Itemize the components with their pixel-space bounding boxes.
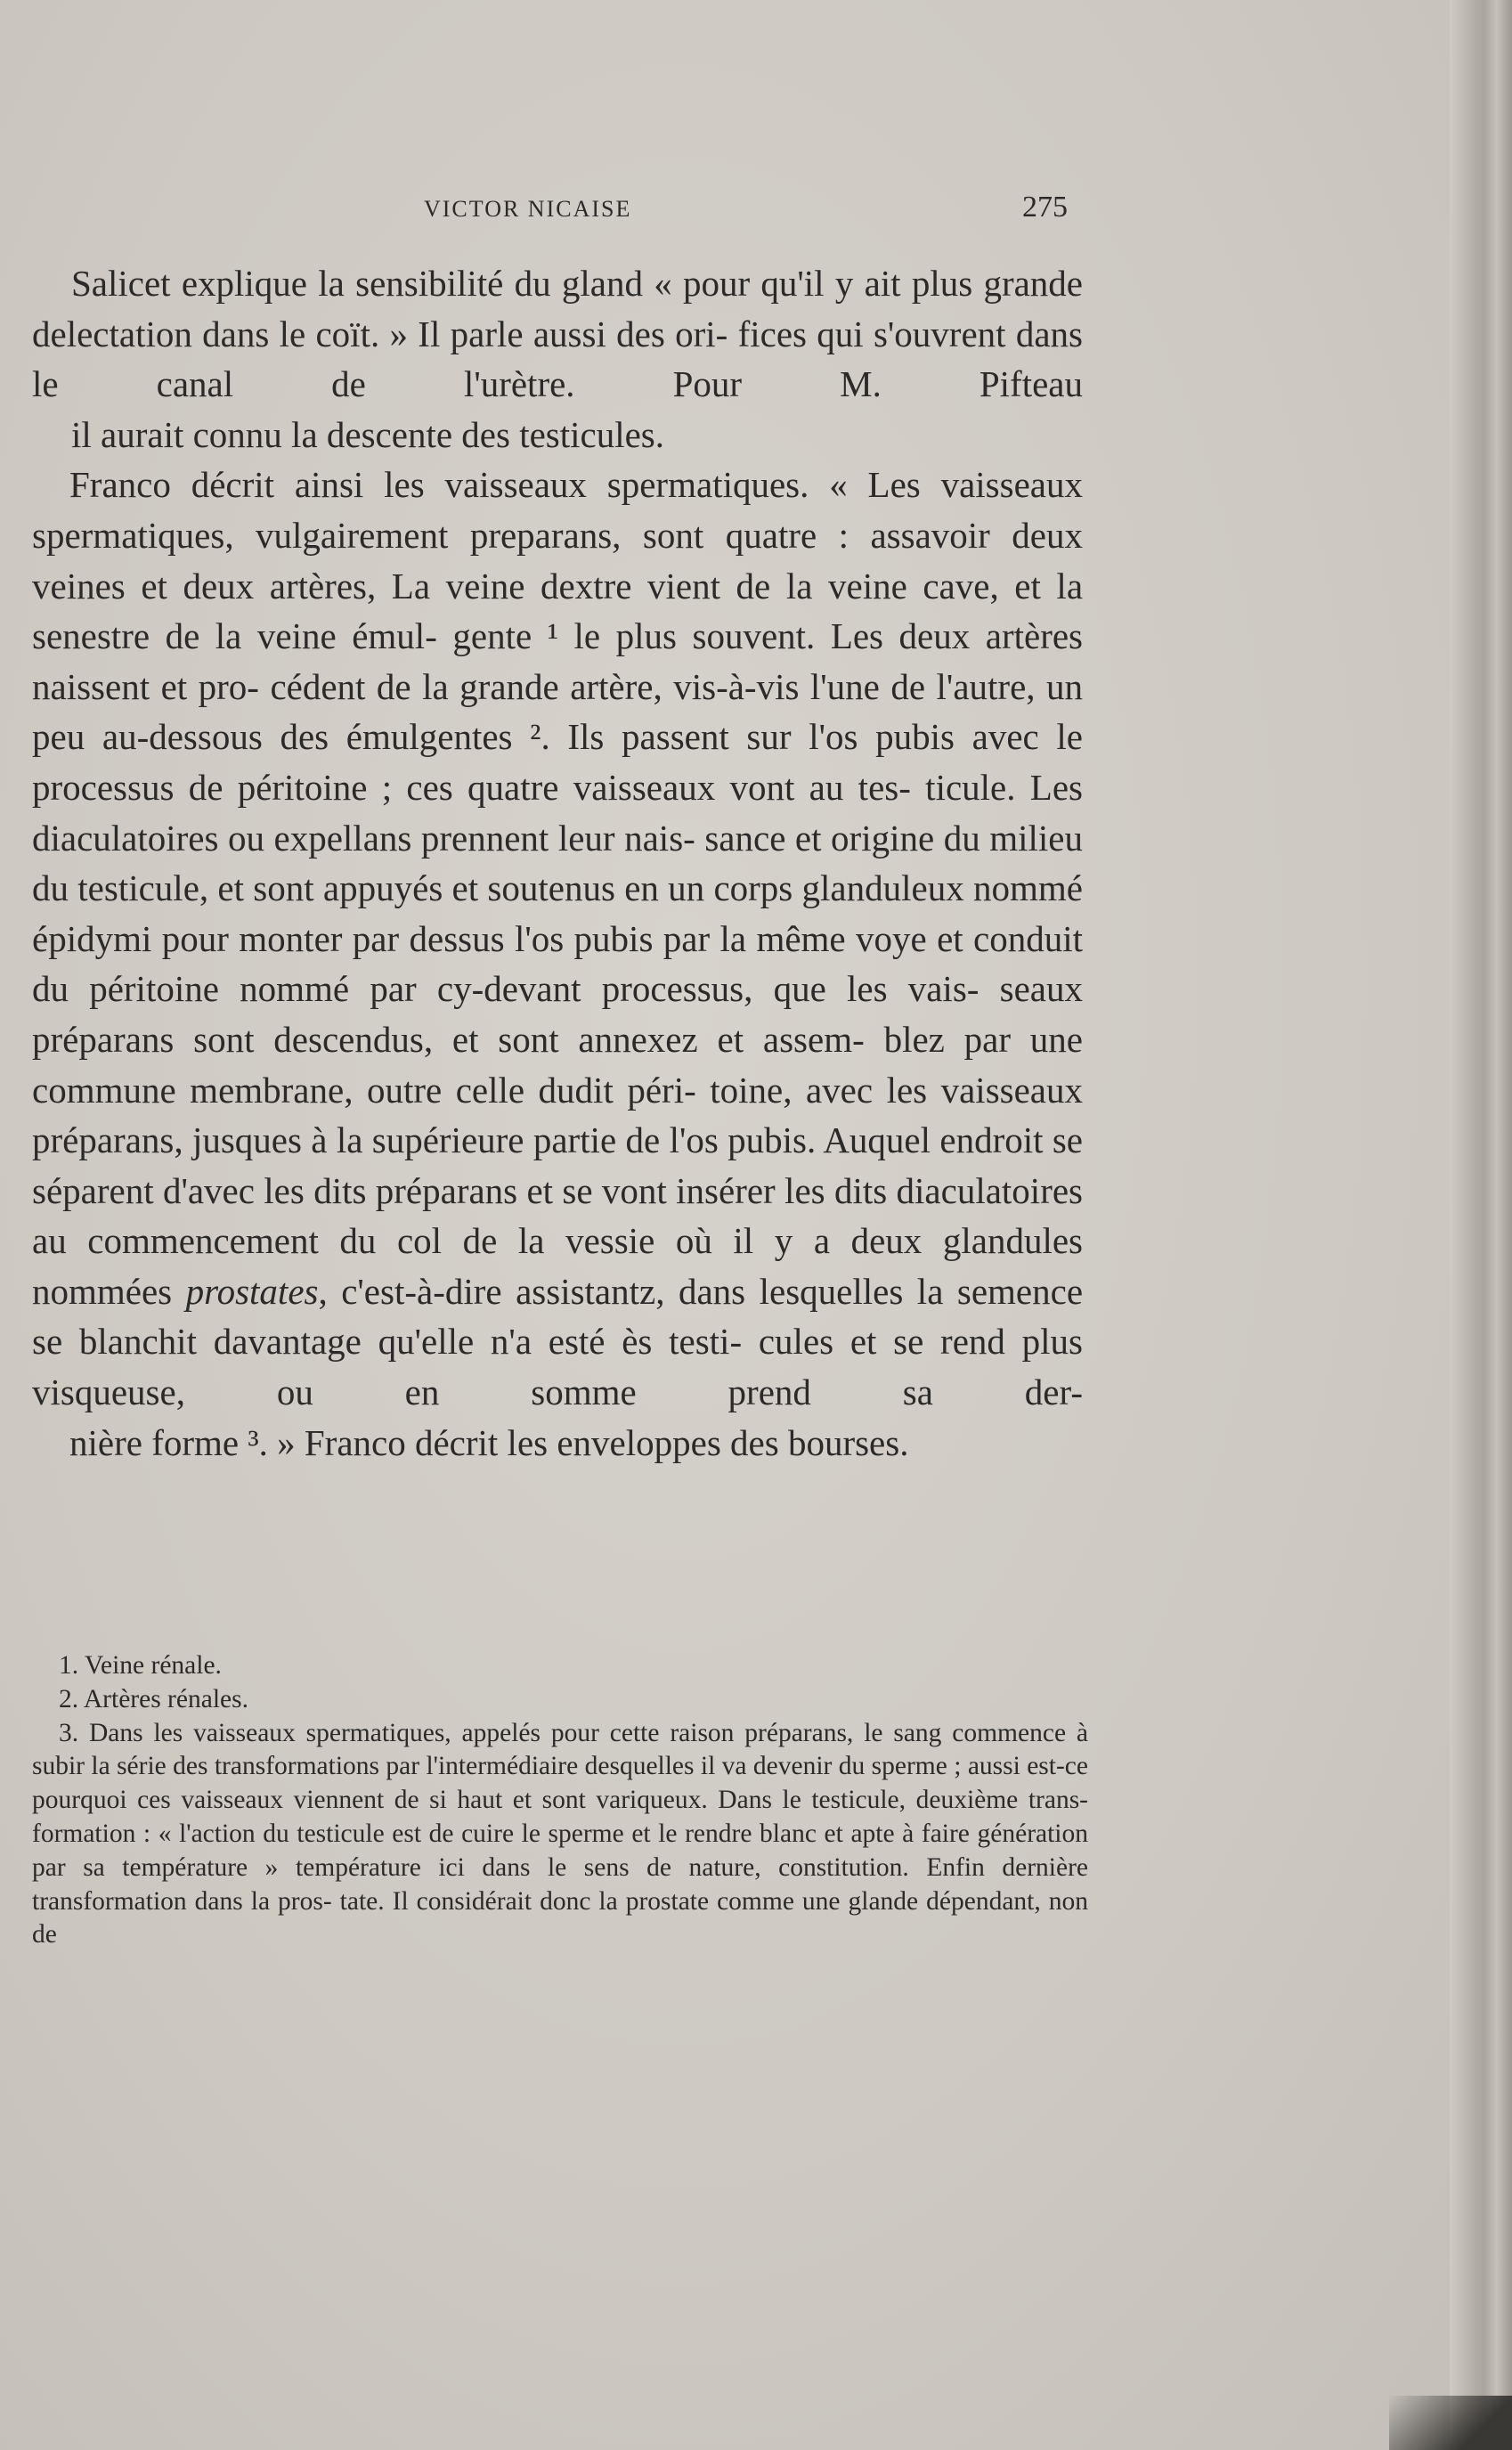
text-line: soutenus en un corps glanduleux nommé épidymi pour xyxy=(32,867,1083,959)
book-spine-shadow xyxy=(1450,0,1512,2450)
text-line: commencement du col de la vessie où il y a deux glandules xyxy=(87,1220,1084,1262)
text-line: partie de l'os pubis. Auquel endroit se séparent d'avec les xyxy=(32,1119,1083,1211)
page-corner-shadow xyxy=(1389,2396,1512,2450)
footnote-line: 2. Artères rénales. xyxy=(59,1684,248,1713)
text-line: Salicet explique la sensibilité du gland « pour qu'il y ait xyxy=(71,263,901,304)
text-line: sance et origine du milieu du testicule, et sont appuyés et xyxy=(32,817,1083,909)
text-line: plus grande delectation dans le coït. » Il parle aussi des ori- xyxy=(32,263,1083,354)
text-line: seaux préparans sont descendus, et sont annexez et assem- xyxy=(32,968,1084,1060)
footnote-1 xyxy=(32,1649,1088,1683)
body-text xyxy=(32,258,1083,1468)
running-head: VICTOR NICAISE xyxy=(424,196,632,222)
text-line: ticule. Les diaculatoires ou expellans prennent leur nais- xyxy=(32,766,1083,859)
text-line: dextre vient de la veine cave, et la senestre de la veine émul- xyxy=(32,565,1084,657)
text-line: fices qui s'ouvrent dans le canal de l'urètre. Pour M. Pifteau xyxy=(32,313,1083,405)
text-line: dits préparans et se vont insérer les dits diaculatoires au xyxy=(32,1169,1084,1262)
text-line: nommées prostates, c'est-à-dire assistantz, dans lesquelles xyxy=(32,1270,904,1312)
footnote-line: viennent de si haut et sont variqueux. Dans le testicule, deuxième trans- xyxy=(293,1786,1089,1815)
text-line: Franco décrit ainsi les vaisseaux spermatiques. « Les xyxy=(69,464,921,506)
text-line: il aurait connu la descente des testicules. xyxy=(71,413,665,455)
text-line: du péritoine nommé par cy-devant processus, que les vais- xyxy=(32,968,980,1010)
text-line: vaisseaux spermatiques, vulgairement preparans, sont xyxy=(32,464,1083,556)
footnote-line: le sang commence à subir la série des transformations par l'intermédiaire xyxy=(32,1718,1088,1781)
footnote-line: sens de nature, constitution. Enfin dernière transformation dans la pros- xyxy=(32,1852,1089,1916)
paragraph-salicet xyxy=(32,258,1083,460)
text-line: cédent de la grande artère, vis-à-vis l'une de l'autre, un peu xyxy=(32,665,1083,758)
text-line: blez par une commune membrane, outre celle dudit péri- xyxy=(32,1018,1084,1111)
footnote-2 xyxy=(32,1683,1088,1717)
italic-term: prostates xyxy=(185,1270,319,1312)
page-number: 275 xyxy=(1022,191,1068,224)
text-line: monter par dessus l'os pubis par la même voye et conduit xyxy=(239,917,1084,959)
text-line: la semence se blanchit davantage qu'elle n'a esté ès testi- xyxy=(32,1270,1084,1363)
text-line: nière forme ³. » Franco décrit les enveloppes des bourses. xyxy=(69,1421,909,1463)
footnote-line: 3. Dans les vaisseaux spermatiques, appelés pour cette raison préparans, xyxy=(59,1718,854,1747)
footnote-line: 1. Veine rénale. xyxy=(59,1651,222,1680)
text-line: toine, avec les vaisseaux préparans, jusques à la supérieure xyxy=(32,1069,1084,1161)
footnote-line: tate. Il considérait donc la prostate comme une glande dépendant, non de xyxy=(32,1886,1088,1949)
footnote-3 xyxy=(32,1717,1088,1953)
footnote-line: formation : « l'action du testicule est de cuire le sperme et le rendre blanc xyxy=(32,1819,817,1848)
paragraph-franco xyxy=(32,460,1083,1468)
text-line: quatre : assavoir deux veines et deux artères, La veine xyxy=(32,514,1083,606)
page-header xyxy=(0,191,1512,226)
text-line: le processus de péritoine ; ces quatre vaisseaux vont au tes- xyxy=(32,716,1083,808)
text-line: cules et se rend plus visqueuse, ou en somme prend sa der- xyxy=(32,1321,1083,1413)
text-line: au-dessous des émulgentes ². Ils passent sur l'os pubis avec xyxy=(102,716,1039,758)
footnote-line: et apte à faire génération par sa température » température ici dans le xyxy=(32,1819,1088,1882)
footnotes xyxy=(32,1649,1088,1952)
text-line: gente ¹ le plus souvent. Les deux artères naissent et pro- xyxy=(32,615,1084,707)
footnote-line: desquelles il va devenir du sperme ; aussi est-ce pourquoi ces vaisseaux xyxy=(32,1752,1088,1815)
